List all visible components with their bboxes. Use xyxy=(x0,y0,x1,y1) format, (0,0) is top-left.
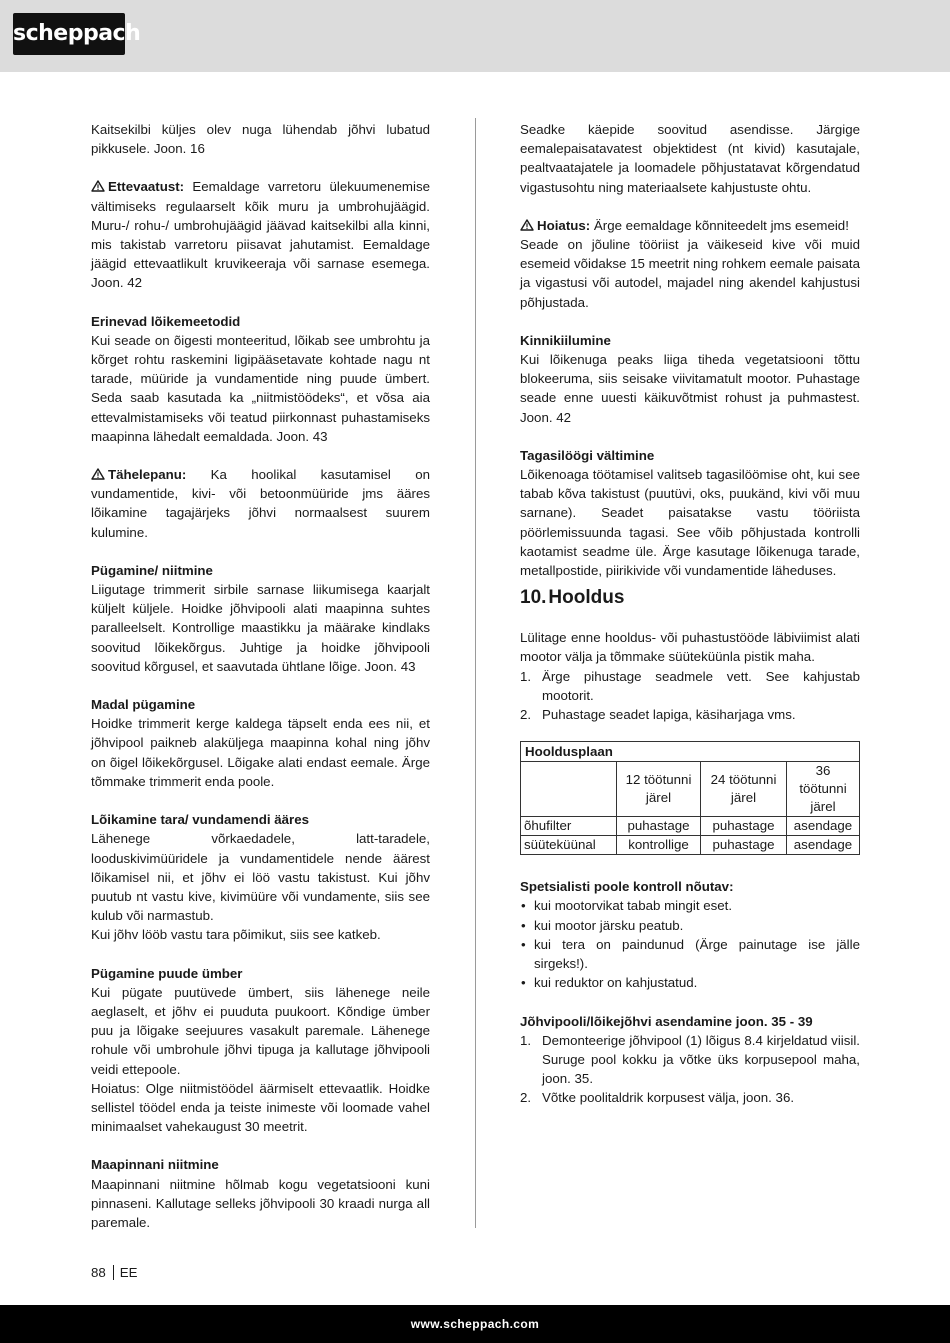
language-code: EE xyxy=(119,1265,138,1280)
warning-triangle-icon xyxy=(91,468,105,480)
list-text: kui tera on paindunud (Ärge painutage ise jälle sirgeks!). xyxy=(534,936,860,972)
heading-spool-replacement: Jõhvipooli/lõikejõhvi asendamine joon. 35 - 39 xyxy=(520,1013,813,1029)
warning-label: Hoiatus: xyxy=(537,217,591,233)
list-number: 1. xyxy=(520,668,532,684)
paragraph: Kui lõikenuga peaks liiga tiheda vegetatsiooni tõttu blokeeruma, siis seisake viivitamatult mootor. Puhastage seade enne uuesti käikuvõtmist rohust ja puhmastest. Joon. 42 xyxy=(520,352,860,425)
paragraph: Lähenege võrkaedadele, latt-taradele, looduskivimüüridele ja vundamentidele nende äärest lõikamisel nii, et jõhv ei löö vastu takistust. Kui jõhv puutub nt vastu kive, kivimüüre või vundamente, siis see kulub või narmastub. xyxy=(91,831,430,924)
table-header: 24 töötunni järel xyxy=(701,762,787,817)
list-text: Puhastage seadet lapiga, käsiharjaga vms. xyxy=(542,707,796,723)
warning-triangle-icon xyxy=(91,180,105,192)
list-item xyxy=(520,705,860,724)
caution-label: Ettevaatust: xyxy=(108,179,185,195)
right-column xyxy=(520,120,860,1108)
table-row-label: õhufilter xyxy=(521,817,617,836)
section-label: Hooldus xyxy=(548,587,625,609)
paragraph: Liigutage trimmerit sirbile sarnase liikumisega kaarjalt küljelt küljele. Hoidke jõhvipooli alati maapinna suhtes paralleelselt. Kontrollige maastikku ja määrake kindlaks soovitud lõikekõrgus. Juhtige ja hoidke jõhvipooli soovitud kõrgusel, et saavutada ühtlane lõige. Joon. 43 xyxy=(91,582,430,674)
page-number: 88 xyxy=(91,1265,106,1280)
specialist-list xyxy=(520,896,860,992)
caution-text: Eemaldage varretoru ülekuumenemise vältimiseks regulaarselt kõik muru ja umbrohujäägid. Muru-/ rohu-/ umbrohujäägid jäävad kaitsekilbi alla kinni, mis takistab varretoru piisavat jahutamist. Eemaldage jäägid ettevaatlikult kruvikeeraja või sarnase esemega. Joon. 42 xyxy=(91,179,430,291)
list-item xyxy=(520,896,860,915)
paragraph: Maapinnani niitmine hõlmab kogu vegetatsiooni kuni pinnaseni. Kallutage selleks jõhvipooli 30 kraadi nurga all paremale. xyxy=(91,1176,430,1230)
table-row xyxy=(521,817,860,836)
list-text: kui mootor järsku peatub. xyxy=(534,917,684,933)
attention-label: Tähelepanu: xyxy=(108,467,187,483)
left-column xyxy=(91,120,430,1232)
bottom-band xyxy=(0,1305,950,1343)
table-title: Hooldusplaan xyxy=(521,742,860,762)
table-header: 12 töötunni järel xyxy=(617,762,701,817)
table-row-label: süüteküünal xyxy=(521,836,617,855)
paragraph: Seadke käepide soovitud asendisse. Järgige eemalepaisatavatest objektidest (nt kivid) kasutajale, pealtvaatajatele ja loomadele põhjustatavat kõrgendatud vigastusohtu ning materiaalsete kahjustuste ohtu. xyxy=(520,122,860,195)
scheppach-logo: scheppach xyxy=(13,13,125,55)
bullet: • xyxy=(521,917,526,933)
attention-note xyxy=(91,465,430,542)
list-text: kui mootorvikat tabab mingit eset. xyxy=(534,898,733,914)
table-cell: puhastage xyxy=(701,836,787,855)
paragraph: Hoidke trimmerit kerge kaldega täpselt enda ees nii, et jõhvipool paikneb alaküljega maapinna kohal ning jõhv on õigel lõikekõrgusel. Lõigake alati endast eemale. Ärge tõmmake trimmerit enda poole. xyxy=(91,716,430,789)
table-corner-cell xyxy=(521,762,617,817)
heading-ground-mowing: Maapinnani niitmine xyxy=(91,1157,219,1173)
heading-cutting-methods: Erinevad lõikemeetodid xyxy=(91,313,241,329)
table-cell: asendage xyxy=(787,836,860,855)
table-row xyxy=(521,836,860,855)
list-text: Võtke poolitaldrik korpusest välja, joon. 36. xyxy=(542,1090,795,1106)
heading-specialist-check: Spetsialisti poole kontroll nõutav: xyxy=(520,879,734,895)
paragraph: Hoiatus: Olge niitmistöödel äärmiselt ettevaatlik. Hoidke sellistel töödel enda ja teiste inimeste või loomade vahel minimaalset vahekaugust 30 meetrit. xyxy=(91,1080,430,1135)
header-band xyxy=(0,0,950,72)
list-text: Ärge pihustage seadmele vett. See kahjustab mootorit. xyxy=(542,668,860,703)
maintenance-plan-table xyxy=(520,741,860,855)
list-item xyxy=(520,1088,860,1107)
table-cell: asendage xyxy=(787,817,860,836)
spool-list xyxy=(520,1031,860,1108)
heading-jamming: Kinnikiilumine xyxy=(520,332,611,348)
paragraph: Lõikenoaga töötamisel valitseb tagasilöömise oht, kui see tabab kõva takistust (puutüvi, oks, puukänd, kivi või muu sarnane). Seadet paisatakse vastu tööriista pöörlemissuunda tagasi. See võib põhjustada kontrolli kaotamist seadme üle. Ärge kasutage lõikenuga tarade, metallpostide, piirikivide või vundamentide läheduses. xyxy=(520,467,860,579)
heading-trimming: Pügamine/ niitmine xyxy=(91,562,213,578)
list-number: 2. xyxy=(520,1090,532,1106)
heading-low-trimming: Madal pügamine xyxy=(91,697,196,713)
list-number: 1. xyxy=(520,1032,532,1048)
list-item xyxy=(520,973,860,992)
warning-triangle-icon xyxy=(520,219,534,231)
footer-separator xyxy=(113,1265,114,1280)
heading-fence-cutting: Lõikamine tara/ vundamendi ääres xyxy=(91,812,310,828)
list-item xyxy=(520,667,860,705)
bullet: • xyxy=(521,936,526,952)
paragraph: Lülitage enne hooldus- või puhastustööde läbiviimist alati mootor välja ja tõmmake süüteküünla pistik maha. xyxy=(520,630,860,665)
heading-trees: Pügamine puude ümber xyxy=(91,965,243,981)
paragraph: Kui pügate puutüvede ümbert, siis lähenege neile aeglaselt, et jõhv ei puuduta puukoort. Kõndige ümber puu ja lõigake seejuures vasakult paremale. Lähenege rohule või umbrohule jõhvi tipuga ja kallutage jõhvipooli veidi ettepoole. xyxy=(91,984,430,1077)
list-text: Demonteerige jõhvipool (1) lõigus 8.4 kirjeldatud viisil. Suruge pool kokku ja võtke üks korpusepool maha, joon. 35. xyxy=(542,1032,860,1087)
table-cell: puhastage xyxy=(701,817,787,836)
warning-note xyxy=(520,216,860,235)
paragraph: Kui seade on õigesti monteeritud, lõikab see umbrohtu ja kõrget rohtu raskemini ligipääsetavate kohtade nagu nt tarade, müüride ja vundamentide ning puude ümbert. Seda saab kasutada ka „niitmistöödeks“, et võsa aia ettevalmistamiseks või teatud piirkonnast puhastamiseks maapinna lähedalt eemaldada. Joon. 43 xyxy=(91,332,430,444)
list-item xyxy=(520,1031,860,1089)
section-number: 10. xyxy=(520,587,547,609)
table-cell: puhastage xyxy=(617,817,701,836)
caution-note xyxy=(91,177,430,292)
bullet: • xyxy=(521,898,526,914)
heading-kickback: Tagasilöögi vältimine xyxy=(520,447,655,463)
paragraph: Kui jõhv lööb vastu tara põimikut, siis see katkeb. xyxy=(91,927,381,943)
section-title-maintenance xyxy=(520,586,860,610)
paragraph: Kaitsekilbi küljes olev nuga lühendab jõhvi lubatud pikkusele. Joon. 16 xyxy=(91,122,430,157)
list-number: 2. xyxy=(520,707,532,723)
list-item xyxy=(520,935,860,973)
list-item xyxy=(520,916,860,935)
maintenance-list xyxy=(520,667,860,725)
attention-text: Ka hoolikal kasutamisel on vundamentide, kivi- või betoonmüüride jms ääres lõikamine tagajärjeks jõhvi normaalsest suurem kulumine. xyxy=(91,467,430,540)
column-divider xyxy=(475,118,476,1228)
bullet: • xyxy=(521,975,526,991)
table-cell: kontrollige xyxy=(617,836,701,855)
list-text: kui reduktor on kahjustatud. xyxy=(534,975,698,991)
warning-text: Ärge eemaldage kõnniteedelt jms esemeid! xyxy=(590,217,849,233)
table-header: 36 töötunni järel xyxy=(787,762,860,817)
website-url: www.scheppach.com xyxy=(410,1317,540,1331)
page-footer xyxy=(91,1265,138,1281)
paragraph: Seade on jõuline tööriist ja väikeseid kive või muid esemeid võidakse 15 meetrit ning rohkem eemale paisata ja vigastusi või autodel, majadel ning akendel kahjustusi põhjustada. xyxy=(520,237,860,310)
